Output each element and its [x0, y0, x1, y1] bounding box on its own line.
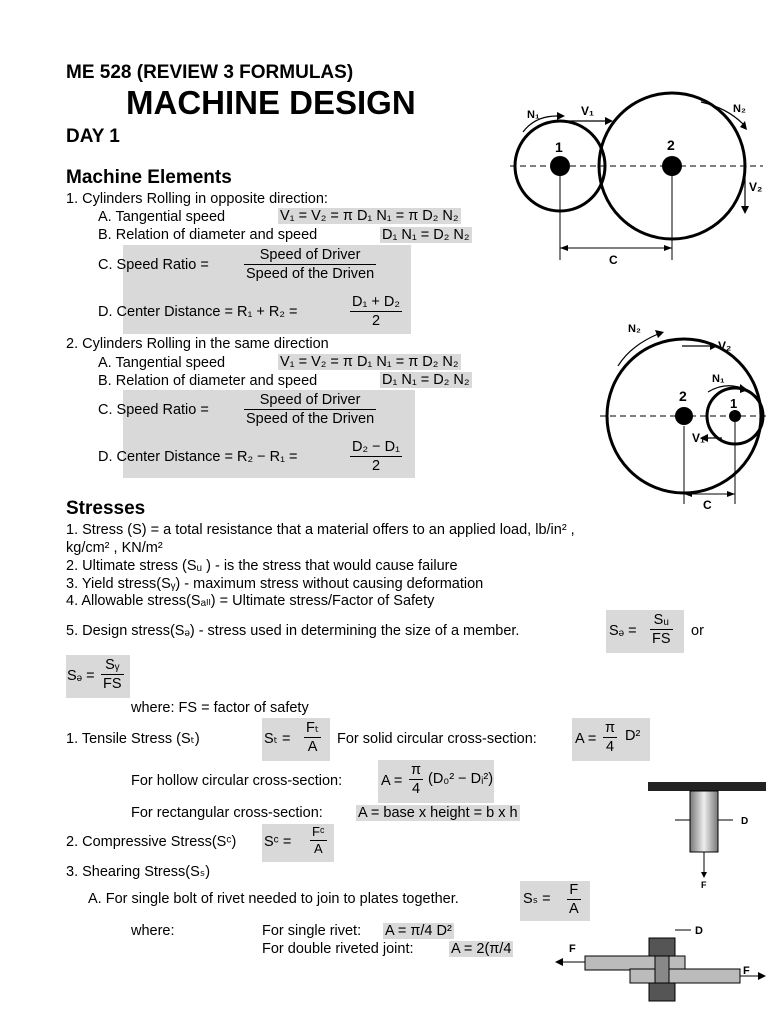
- fraction-denominator: 4: [411, 781, 421, 797]
- item1-speed-ratio-fraction: [244, 246, 376, 283]
- fraction-numerator: Sᵧ: [101, 656, 124, 675]
- rivet-head-bottom: [649, 983, 675, 1001]
- page-title: MACHINE DESIGN: [126, 84, 416, 121]
- fraction-numerator: Fᶜ: [312, 824, 325, 839]
- design-stress-lhs-2: Sₔ =: [67, 668, 95, 684]
- stress-def-line2: 2. Ultimate stress (Sᵤ ) - is the stress that would cause failure: [66, 558, 458, 574]
- dim-arrow-left: [560, 245, 568, 251]
- design-stress-fraction-2: [101, 656, 124, 693]
- section-heading-machine-elements: Machine Elements: [66, 167, 232, 188]
- v2-arrowhead: [710, 342, 718, 350]
- stress-def-line4: 4. Allowable stress(Sₐₗₗ) = Ultimate stress/Factor of Safety: [66, 593, 435, 609]
- dim-arrow-right: [664, 245, 672, 251]
- fraction-denominator: 4: [605, 739, 615, 755]
- c-label: C: [703, 498, 712, 512]
- force-arrowhead: [701, 872, 707, 878]
- where-fs: where: FS = factor of safety: [131, 700, 309, 716]
- dim-arrow-right: [727, 491, 735, 497]
- fraction-numerator: Speed of Driver: [244, 246, 376, 265]
- item1-b-label: B. Relation of diameter and speed: [98, 227, 318, 243]
- double-rivet-label: For double riveted joint:: [262, 941, 414, 957]
- force-left-arrowhead: [555, 958, 563, 966]
- fraction-numerator: F: [567, 881, 581, 900]
- f-left-label: F: [569, 943, 576, 955]
- stress-def-line3: 3. Yield stress(Sᵧ) - maximum stress without causing deformation: [66, 576, 484, 592]
- hollow-lhs: A =: [381, 773, 403, 789]
- center-dot-1: [550, 156, 570, 176]
- item2-center-distance-fraction: [350, 438, 402, 475]
- fraction-denominator: A: [307, 739, 318, 755]
- n2-label: N₂: [628, 323, 641, 335]
- figure-cylinders-opposite: [505, 88, 768, 273]
- fraction-denominator: 2: [371, 458, 381, 474]
- fraction-denominator: Speed of the Driven: [246, 266, 375, 282]
- item2-b-label: B. Relation of diameter and speed: [98, 373, 318, 389]
- label-2: 2: [667, 137, 675, 153]
- design-stress-lhs: Sₔ =: [609, 623, 637, 639]
- item2-c-label: C. Speed Ratio =: [98, 402, 209, 418]
- plate-bottom: [630, 969, 740, 983]
- label-2: 2: [679, 388, 687, 404]
- fraction-denominator: 2: [371, 313, 381, 329]
- shearing-fraction: [567, 881, 581, 918]
- hollow-rhs: (D₀² − Dᵢ²): [428, 771, 494, 787]
- shearing-a-label: A. For single bolt of rivet needed to join to plates together.: [88, 891, 459, 907]
- n2-label: N₂: [733, 103, 746, 115]
- v2-arrowhead: [741, 206, 749, 214]
- n2-arrow: [618, 334, 658, 366]
- compressive-label: 2. Compressive Stress(Sᶜ): [66, 834, 237, 850]
- item2-a-formula: V₁ = V₂ = π D₁ N₁ = π D₂ N₂: [280, 354, 459, 370]
- section-heading-stresses: Stresses: [66, 498, 146, 519]
- c-label: C: [609, 253, 618, 267]
- where-label: where:: [131, 923, 175, 939]
- fraction-denominator: FS: [103, 676, 122, 692]
- fraction-numerator: D₂ − D₁: [352, 439, 400, 455]
- rod: [690, 791, 718, 852]
- design-stress-fraction-1: [650, 611, 673, 648]
- stress-def-line5: 5. Design stress(Sₔ) - stress used in determining the size of a member.: [66, 623, 520, 639]
- fraction-denominator: Speed of the Driven: [246, 411, 375, 427]
- item2-label: 2. Cylinders Rolling in the same direction: [66, 336, 329, 352]
- v1-label: V₁: [692, 431, 705, 445]
- item1-c-label: C. Speed Ratio =: [98, 257, 209, 273]
- item1-center-distance-fraction: [350, 293, 402, 330]
- n2-arrowhead: [655, 330, 664, 338]
- fraction-numerator: Sᵤ: [650, 611, 673, 630]
- f-label: F: [701, 880, 707, 890]
- center-dot-1: [729, 410, 741, 422]
- figure-rivet-joint: [555, 922, 768, 1024]
- fraction-numerator: π: [605, 720, 616, 736]
- item1-label: 1. Cylinders Rolling in opposite direction:: [66, 191, 328, 207]
- plate-top: [585, 956, 685, 970]
- course-title: ME 528 (REVIEW 3 FORMULAS): [66, 62, 354, 83]
- force-right-arrowhead: [758, 972, 766, 980]
- figure-cylinders-same: [600, 318, 768, 518]
- rect-formula: A = base x height = b x h: [358, 805, 518, 821]
- item1-a-label: A. Tangential speed: [98, 209, 226, 225]
- item1-b-formula: D₁ N₁ = D₂ N₂: [382, 227, 470, 243]
- shearing-lhs: Sₛ =: [523, 891, 551, 907]
- hollow-label: For hollow circular cross-section:: [131, 773, 343, 789]
- tensile-lhs: Sₜ =: [264, 731, 291, 747]
- f-right-label: F: [743, 965, 750, 977]
- item2-b-formula: D₁ N₁ = D₂ N₂: [382, 372, 470, 388]
- n1-arrowhead: [557, 112, 565, 120]
- fraction-numerator: π: [411, 762, 422, 778]
- tensile-fraction: [304, 719, 321, 756]
- day-label: DAY 1: [66, 126, 120, 147]
- double-rivet-formula: A = 2(π/4: [451, 941, 512, 957]
- stress-def-line1-units: kg/cm² , KN/m²: [66, 540, 163, 556]
- fraction-numerator: Speed of Driver: [244, 391, 376, 410]
- item2-d-label: D. Center Distance = R₂ − R₁ =: [98, 449, 298, 465]
- shearing-label: 3. Shearing Stress(Sₛ): [66, 864, 211, 880]
- solid-label: For solid circular cross-section:: [337, 731, 537, 747]
- item2-speed-ratio-fraction: [244, 391, 376, 428]
- figure-tensile-rod: [645, 780, 768, 892]
- item1-a-formula: V₁ = V₂ = π D₁ N₁ = π D₂ N₂: [280, 208, 459, 224]
- rect-label: For rectangular cross-section:: [131, 805, 323, 821]
- solid-rhs: D²: [625, 728, 641, 744]
- compressive-fraction: [310, 824, 327, 857]
- d-label: D: [741, 816, 749, 827]
- item1-d-label: D. Center Distance = R₁ + R₂ =: [98, 304, 298, 320]
- rivet-head-top: [649, 938, 675, 956]
- fraction-denominator: A: [569, 901, 579, 917]
- or-text: or: [691, 623, 704, 639]
- v2-label: V₂: [749, 180, 763, 194]
- label-1: 1: [730, 396, 738, 411]
- fraction-numerator: Fₜ: [306, 720, 320, 736]
- fraction-denominator: A: [313, 841, 323, 856]
- fraction-denominator: FS: [652, 631, 671, 647]
- solid-lhs: A =: [575, 731, 597, 747]
- rivet-shank: [655, 956, 669, 983]
- v2-label: V₂: [718, 339, 732, 353]
- single-rivet-formula: A = π/4 D²: [385, 923, 452, 939]
- support-bar: [648, 782, 766, 791]
- fraction-numerator: D₁ + D₂: [352, 294, 400, 310]
- single-rivet-label: For single rivet:: [262, 923, 362, 939]
- n1-label: N₁: [527, 109, 540, 121]
- hollow-fraction: [409, 761, 423, 798]
- label-1: 1: [555, 139, 563, 155]
- d-label: D: [695, 925, 703, 937]
- tensile-label: 1. Tensile Stress (Sₜ): [66, 731, 200, 747]
- item2-a-label: A. Tangential speed: [98, 355, 226, 371]
- center-dot-2: [662, 156, 682, 176]
- stress-def-line1: 1. Stress (S) = a total resistance that a material offers to an applied load, lb/in² ,: [66, 522, 575, 538]
- n1-label: N₁: [712, 373, 725, 385]
- solid-fraction: [603, 719, 617, 756]
- compressive-lhs: Sᶜ =: [264, 834, 292, 850]
- v1-label: V₁: [581, 104, 594, 118]
- center-dot-2: [675, 407, 693, 425]
